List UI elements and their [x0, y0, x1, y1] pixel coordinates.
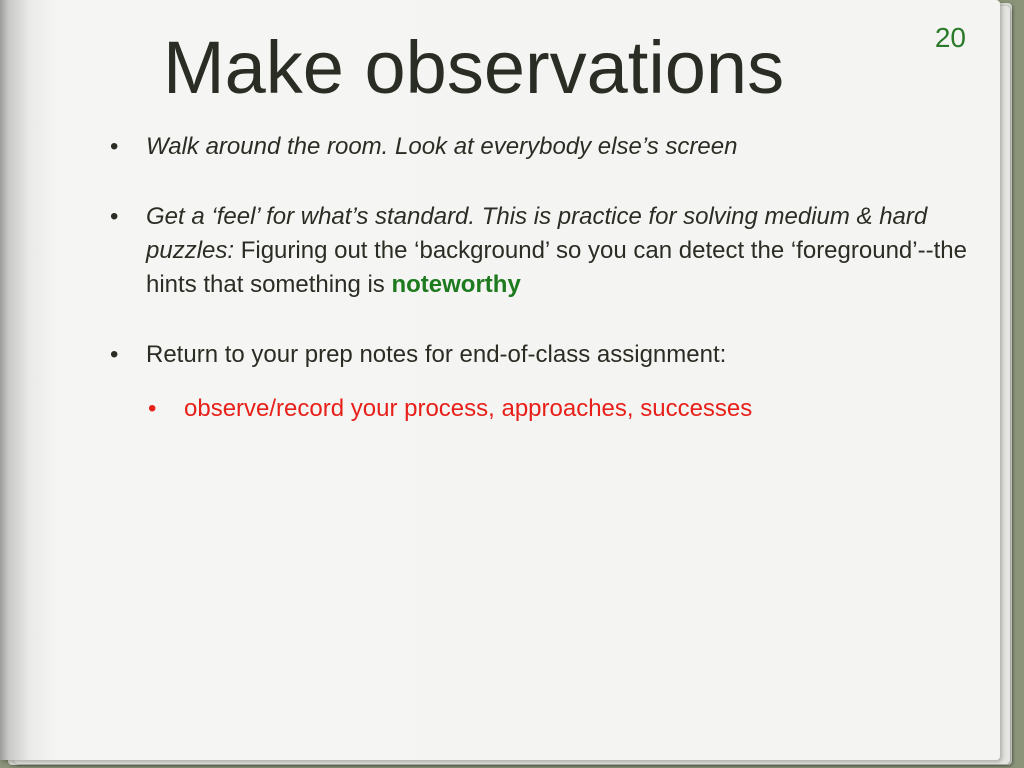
slide-number: 20 [934, 22, 966, 53]
bullet-text: Walk around the room. Look at everybody else’s screen [146, 133, 738, 160]
bullet-marker: • [110, 203, 119, 230]
slide-title: Make observations [163, 26, 785, 109]
bullet-item-3 [110, 338, 980, 372]
bullet-marker: • [110, 133, 119, 160]
bullet-italic-text: Get a ‘feel’ for what’s standard. This is practice for solving medium & hard puzzles: [146, 203, 928, 264]
slide-content [110, 130, 980, 426]
sub-bullet-marker: • [148, 395, 157, 422]
bullet-text: Return to your prep notes for end-of-class assignment: [146, 341, 727, 368]
binding-shadow [0, 0, 60, 760]
emphasis-noteworthy: noteworthy [391, 271, 521, 298]
bullet-marker: • [110, 341, 119, 368]
bullet-plain-text: Figuring out the ‘background’ so you can detect the ‘foreground’--the hints that something is [146, 237, 967, 298]
sub-bullet-text: observe/record your process, approaches, successes [184, 395, 753, 422]
bullet-item-2 [110, 200, 980, 302]
bullet-item-1 [110, 130, 980, 164]
sub-bullet-item-1 [148, 392, 980, 426]
